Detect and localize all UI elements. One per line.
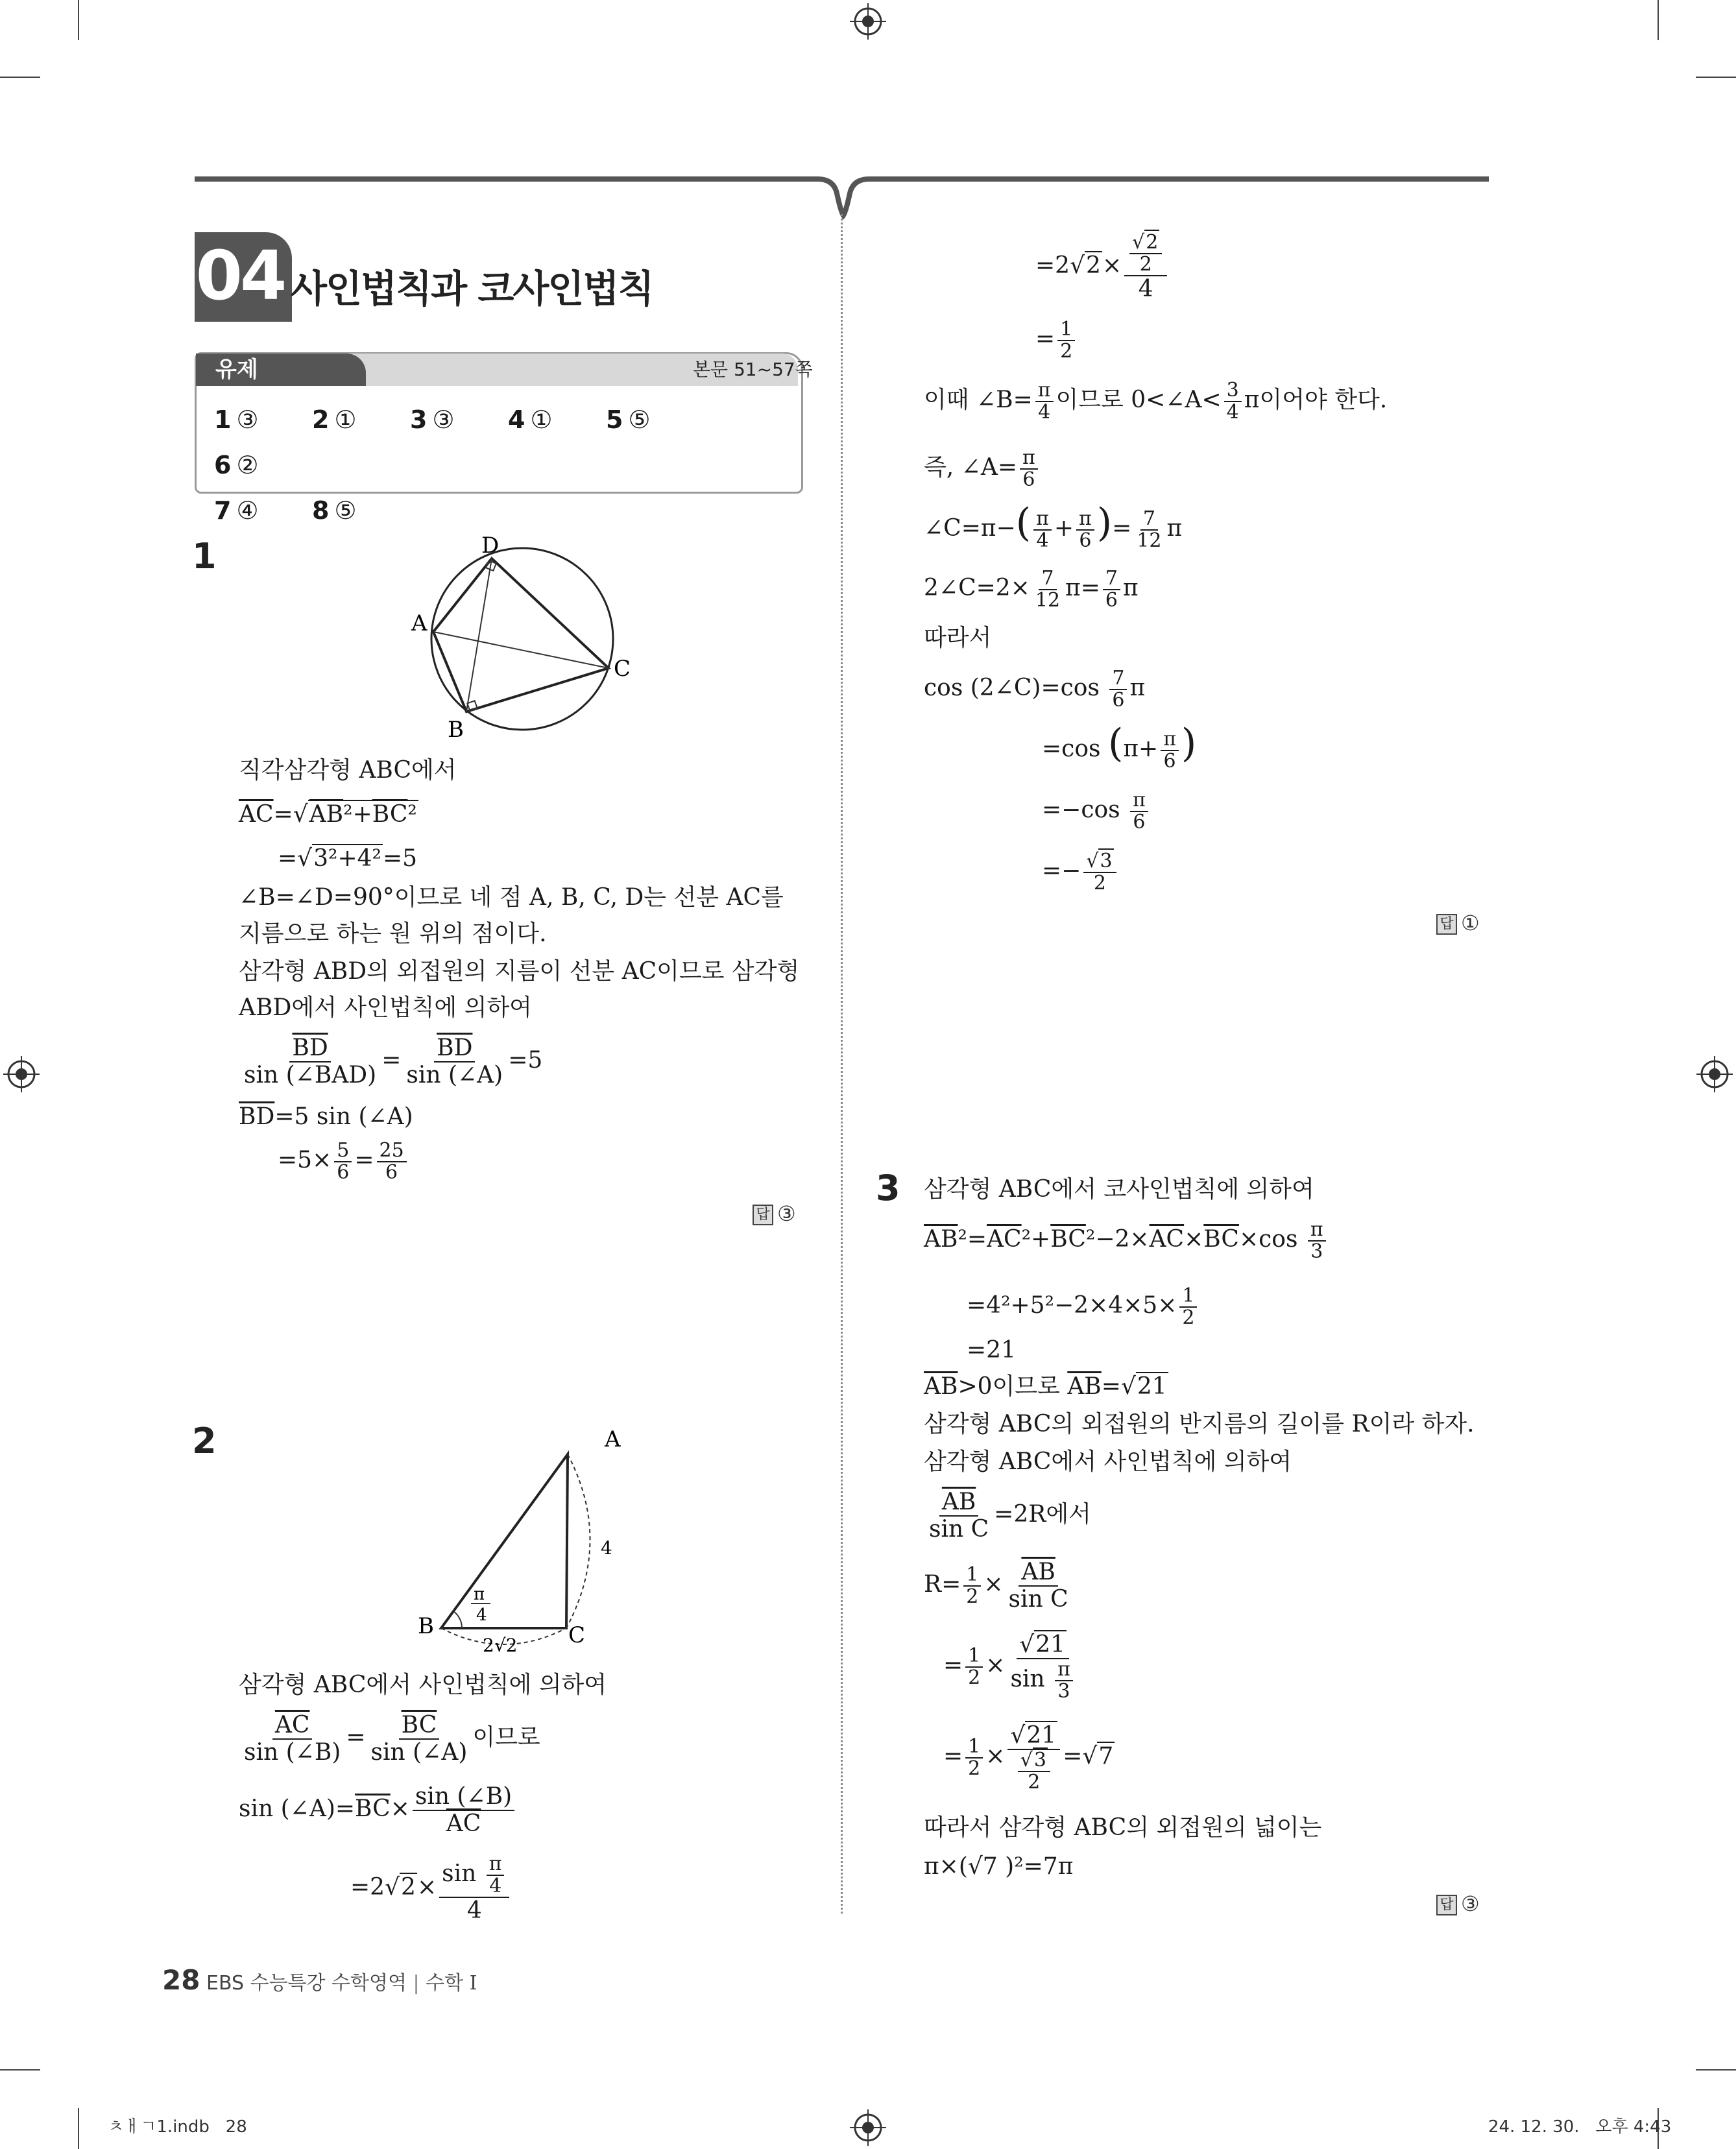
p2c-line-1: = $\frac{1}{2}$ — [1035, 319, 1078, 362]
p1-line-4: ∠B=∠D=90°이므로 네 점 A, B, C, D는 선분 AC를 — [239, 884, 784, 911]
p3-line-3: =4²+5²−2×4×5× $\frac{1}{2}$ — [967, 1286, 1200, 1328]
p3-line-13: π×(√7 )²=7π — [924, 1853, 1074, 1880]
answer-item-number: 1 — [214, 405, 232, 434]
answer-summary-list — [214, 397, 785, 533]
answer-item-choice: ⑤ — [334, 496, 357, 525]
crop-mark — [78, 2108, 79, 2149]
point-label: D — [481, 533, 500, 558]
crop-mark — [1696, 77, 1736, 78]
crop-mark — [78, 0, 79, 40]
column-divider — [841, 214, 843, 1914]
p3-line-11: = $\frac{1}{2}$ × $\frac{√21}{\frac{√3}{2}}$ =√7 — [943, 1722, 1114, 1794]
p3-line-9: R= $\frac{1}{2}$ × $\frac{\overline{AB}}{\text{sin C}}$ — [924, 1559, 1068, 1613]
answer-icon: 답 — [753, 1205, 773, 1225]
answer-item-choice: ⑤ — [628, 405, 651, 434]
p3-line-4: =21 — [967, 1337, 1016, 1363]
answer-item — [312, 397, 410, 442]
p1-line-6: 삼각형 ABD의 외접원의 지름이 선분 AC이므로 삼각형 — [239, 958, 800, 985]
problem-number: 1 — [192, 536, 217, 577]
answer-item-choice: ② — [236, 451, 259, 479]
answer-row — [214, 488, 785, 533]
crop-mark — [1696, 2069, 1736, 2071]
answer-mark: 답 ① — [1436, 911, 1480, 935]
p1-line-9: $\overline{BD}=5$ sin (∠A) — [239, 1103, 413, 1130]
registration-mark-icon — [850, 3, 886, 40]
p1-line-3: =√3²+4²=5 — [278, 845, 418, 872]
side-label: 4 — [601, 1537, 612, 1559]
answer-item-choice: ④ — [236, 496, 259, 525]
p2c-line-7: cos (2∠C)=cos $\frac{7}{6}$ π — [924, 667, 1146, 712]
p3-line-2: $\overline{AB}^2=\overline{AC}^2+\overline{BC}^2-2\times\overline{AC}\times\overline{BC}\times\cos$ $\frac{\pi}{3}$ — [924, 1219, 1329, 1262]
answer-item-number: 4 — [508, 405, 525, 434]
page-number: 28 — [162, 1964, 200, 1996]
p3-line-12: 따라서 삼각형 ABC의 외접원의 넓이는 — [924, 1814, 1322, 1841]
answer-item-number: 6 — [214, 451, 232, 479]
p2-line-1: 삼각형 ABC에서 사인법칙에 의하여 — [239, 1672, 607, 1698]
registration-mark-icon — [1696, 1056, 1733, 1092]
answer-summary-ref: 본문 51~57쪽 — [693, 359, 813, 380]
answer-mark: 답 ③ — [753, 1201, 796, 1226]
diagram-circle-quadrilateral — [402, 532, 636, 746]
answer-item-choice: ③ — [236, 405, 259, 434]
crop-mark — [1658, 0, 1659, 40]
registration-mark-icon — [3, 1056, 40, 1092]
answer-item-number: 3 — [410, 405, 428, 434]
answer-item — [214, 397, 312, 442]
p2-line-3: $\sin (\angle A)=\overline{BC}\times$ $\frac{\sin (\angle B)}{AC}$ — [239, 1784, 517, 1837]
answer-item-number: 5 — [606, 405, 623, 434]
p2c-line-10: =− $\frac{√3}{2}$ — [1042, 851, 1119, 894]
p3-line-7: 삼각형 ABC에서 사인법칙에 의하여 — [924, 1448, 1292, 1475]
answer-item — [606, 397, 704, 442]
p1-line-1: 직각삼각형 ABC에서 — [239, 757, 457, 784]
p2-line-4: =2√2× sin $\frac{\pi}{4}$ 4 — [350, 1854, 512, 1924]
crop-mark — [0, 77, 40, 78]
answer-item — [214, 488, 312, 533]
answer-row — [214, 397, 785, 488]
answer-item-number: 2 — [312, 405, 330, 434]
problem-number: 3 — [876, 1168, 900, 1208]
p2c-line-2: 이때 ∠B= $\frac{\pi}{4}$ 이므로 0<∠A< $\frac{3}{4}$ π이어야 한다. — [924, 379, 1388, 424]
header-rule — [195, 174, 1492, 219]
answer-icon: 답 — [1436, 1895, 1457, 1915]
answer-icon: 답 — [1436, 914, 1457, 935]
side-label: 2√2 — [483, 1635, 518, 1656]
p3-line-1: 삼각형 ABC에서 코사인법칙에 의하여 — [924, 1176, 1314, 1203]
answer-item-number: 8 — [312, 496, 330, 525]
p2c-line-5: 2∠C=2× $\frac{7}{12}$ π= $\frac{7}{6}$ π — [924, 567, 1139, 612]
answer-item — [214, 442, 312, 488]
angle-label: π — [474, 1585, 485, 1604]
p2c-line-0: =2√2× $\frac{\frac{√2}{2}}{4}$ — [1035, 232, 1170, 302]
crop-mark — [0, 2069, 40, 2071]
p1-line-8: $\frac{\overline{BD}}{\text{sin (∠BAD)}}$ = $\frac{\overline{BD}}{\sin (\angle A)}$ =5 — [244, 1035, 543, 1088]
answer-item — [508, 397, 606, 442]
answer-item — [410, 397, 508, 442]
p3-line-5: $\overline{AB}>0$이므로 $\overline{AB}=√21$ — [924, 1373, 1167, 1400]
p1-line-10: =5× $\frac{5}{6}$ = $\frac{25}{6}$ — [278, 1140, 409, 1183]
point-label: A — [605, 1426, 621, 1452]
section-number: 04 — [195, 236, 285, 315]
answer-item-number: 7 — [214, 496, 232, 525]
point-label: C — [614, 656, 631, 682]
slug-file: ㅊㅐㄱ1.indb 28 — [108, 2117, 247, 2137]
footer-separator: | — [413, 1972, 420, 1995]
answer-item-choice: ① — [530, 405, 553, 434]
p3-line-10: = $\frac{1}{2}$ × √21 sin $\frac{\pi}{3}$ — [943, 1632, 1081, 1702]
p2c-line-8: =cos (π+ $\frac{\pi}{6}$ ) — [1042, 721, 1197, 773]
p1-line-7: ABD에서 사인법칙에 의하여 — [239, 994, 532, 1021]
p1-line-5: 지름으로 하는 원 위의 점이다. — [239, 920, 547, 947]
subject-name: 수학 I — [426, 1972, 477, 1995]
point-label: A — [411, 610, 428, 636]
page-footer — [162, 1964, 477, 1996]
problem-number: 2 — [192, 1421, 217, 1461]
p1-line-2: $\overline{AC}=√AB^2+\overline{BC}^2$ — [239, 801, 417, 828]
answer-item-choice: ① — [334, 405, 357, 434]
point-label: C — [568, 1622, 586, 1648]
answer-item — [312, 488, 410, 533]
p3-line-8: $\frac{\overline{AB}}{\text{sin C}}$ =2R에서 — [929, 1489, 1091, 1543]
angle-label: 4 — [476, 1605, 487, 1625]
section-title: 사인법칙과 코사인법칙 — [291, 267, 653, 311]
p3-line-6: 삼각형 ABC의 외접원의 반지름의 길이를 R이라 하자. — [924, 1411, 1475, 1437]
diagram-triangle — [409, 1421, 642, 1661]
answer-item-choice: ③ — [432, 405, 455, 434]
p2c-line-6: 따라서 — [924, 625, 992, 651]
answer-mark: 답 ③ — [1436, 1891, 1480, 1916]
p2c-line-3: 즉, ∠A= $\frac{\pi}{6}$ — [924, 448, 1041, 490]
point-label: B — [418, 1613, 434, 1639]
book-title: EBS 수능특강 수학영역 — [206, 1972, 407, 1995]
answer-summary-label: 유제 — [215, 357, 258, 383]
p2c-line-4: ∠C=π−( $\frac{\pi}{4}$ + $\frac{\pi}{6}$ )= $\frac{7}{12}$ π — [924, 500, 1183, 552]
p2-line-2: $\frac{\overline{AC}}{\sin (\angle B)}$ = $\frac{\overline{BC}}{\sin (\angle A)}$ 이므로 — [244, 1712, 540, 1766]
registration-mark-icon — [850, 2109, 886, 2146]
p2c-line-9: =−cos $\frac{\pi}{6}$ — [1042, 790, 1151, 833]
point-label: B — [448, 717, 464, 743]
slug-stamp: 24. 12. 30. 오후 4:43 — [1488, 2117, 1672, 2137]
